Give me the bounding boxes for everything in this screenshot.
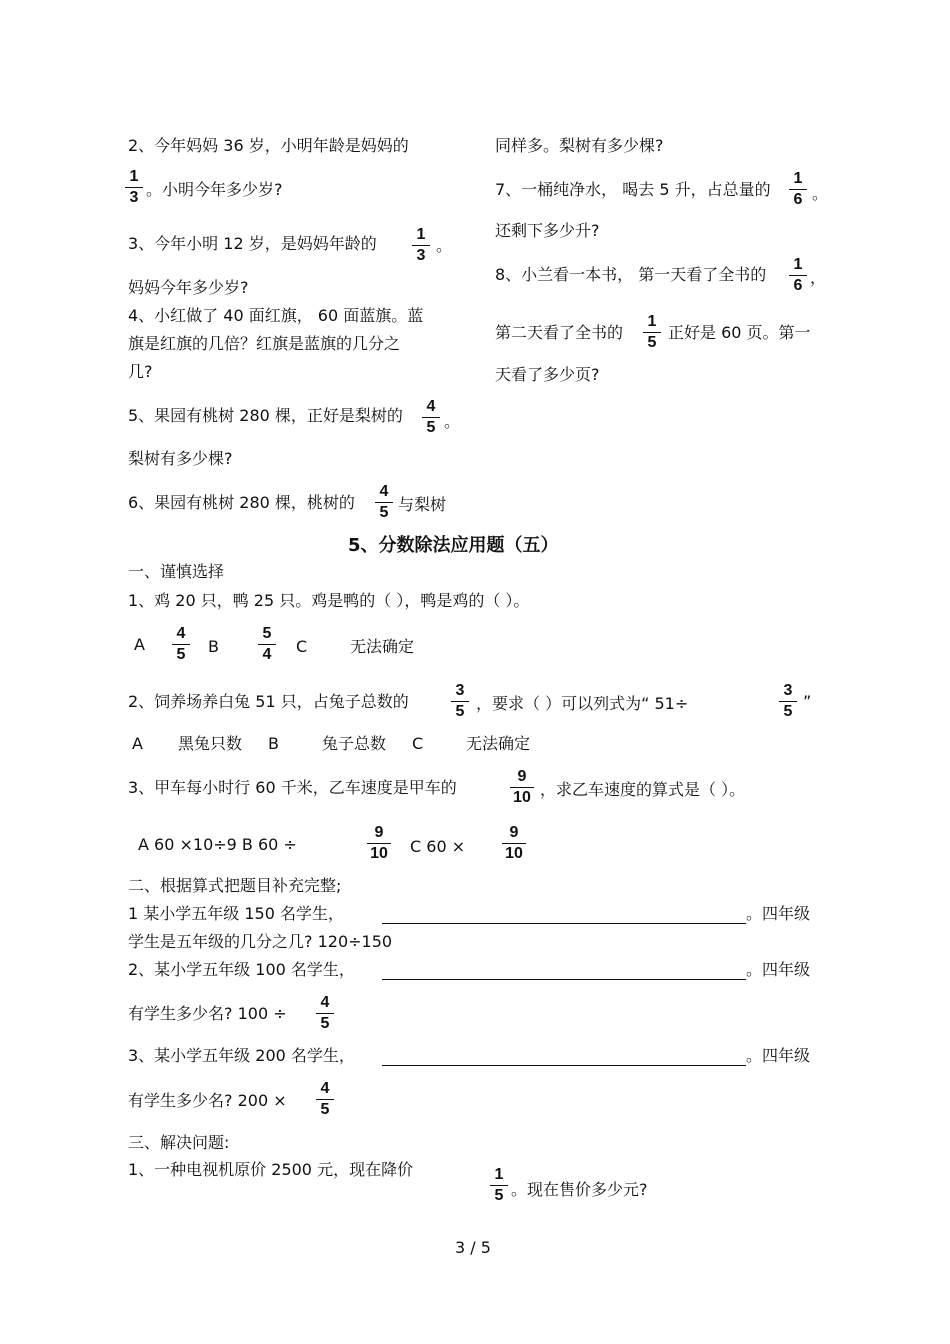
- option-b-label: B: [268, 734, 279, 753]
- problem-7-line-1: 7、一桶纯净水， 喝去 5 升，占总量的: [495, 180, 771, 199]
- question-1: 1、鸡 20 只，鸭 25 只。鸡是鸭的（ ），鸭是鸡的（ ）。: [128, 591, 530, 610]
- fraction-3-5: 3 5: [777, 682, 799, 721]
- sentence-1-start: 1 某小学五年级 150 名学生，: [128, 904, 344, 923]
- fraction-1-5: 1 5: [641, 313, 663, 352]
- problem-5-line-1: 5、果园有桃树 280 棵，正好是梨树的: [128, 406, 403, 425]
- sentence-3-line-2: 有学生多少名? 200 ×: [128, 1091, 287, 1110]
- problem-3-tail: 。: [436, 236, 453, 255]
- sentence-1-line-2: 学生是五年级的几分之几? 120÷150: [128, 932, 393, 951]
- fraction-9-10: 9 10: [365, 824, 393, 863]
- sentence-2-line-2: 有学生多少名? 100 ÷: [128, 1004, 287, 1023]
- problem-5-tail: 。: [444, 412, 461, 431]
- fraction-9-10: 9 10: [508, 768, 536, 807]
- fraction-3-5: 3 5: [449, 682, 471, 721]
- option-b-text: 兔子总数: [322, 734, 387, 753]
- problem-4-line-3: 几?: [128, 362, 153, 381]
- answer-blank-1[interactable]: [382, 923, 746, 924]
- fraction-1-5: 1 5: [488, 1166, 510, 1205]
- option-c-label: C: [296, 637, 308, 656]
- problem-5-line-2: 梨树有多少棵?: [128, 449, 233, 468]
- option-a-label: A: [134, 635, 145, 654]
- fraction-1-3: 1 3: [123, 168, 145, 207]
- sentence-3-end: 。四年级: [746, 1046, 811, 1065]
- fraction-9-10: 9 10: [500, 824, 528, 863]
- fraction-1-6: 1 6: [787, 256, 809, 295]
- answer-blank-2[interactable]: [382, 979, 746, 980]
- problem-6-continued: 同样多。梨树有多少棵?: [495, 136, 664, 155]
- sentence-2-end: 。四年级: [746, 960, 811, 979]
- problem-8-tail: ，: [810, 268, 827, 287]
- problem-3-line-2: 妈妈今年多少岁?: [128, 278, 249, 297]
- fraction-1-6: 1 6: [787, 170, 809, 209]
- section-title: 5、分数除法应用题（五）: [348, 535, 559, 556]
- problem-8-line-2a: 第二天看了全书的: [495, 323, 624, 342]
- problem-7-line-2: 还剩下多少升?: [495, 221, 600, 240]
- problem-6-tail: 与梨树: [398, 495, 447, 514]
- problem-1-line-1: 1、一种电视机原价 2500 元，现在降价: [128, 1160, 414, 1179]
- option-c-text: 无法确定: [466, 734, 531, 753]
- option-b-label: B: [208, 637, 219, 656]
- question-2-part-b: ，要求（ ）可以列式为“ 51÷: [476, 694, 689, 713]
- part-1-heading: 一、谨慎选择: [128, 562, 225, 581]
- problem-7-tail: 。: [812, 184, 829, 203]
- problem-6-line-1: 6、果园有桃树 280 棵，桃树的: [128, 493, 355, 512]
- question-2-part-a: 2、饲养场养白兔 51 只，占兔子总数的: [128, 692, 409, 711]
- problem-4-line-1: 4、小红做了 40 面红旗， 60 面蓝旗。蓝: [128, 306, 424, 325]
- problem-1-tail: 。现在售价多少元?: [511, 1180, 648, 1199]
- option-c-text: 无法确定: [350, 637, 415, 656]
- option-c-label: C: [412, 734, 424, 753]
- question-3-options-ab: A 60 ×10÷9 B 60 ÷: [138, 835, 297, 854]
- sentence-1-end: 。四年级: [746, 904, 811, 923]
- problem-8-line-1: 8、小兰看一本书， 第一天看了全书的: [495, 265, 767, 284]
- sentence-2-start: 2、某小学五年级 100 名学生，: [128, 960, 355, 979]
- fraction-5-4: 5 4: [256, 625, 278, 664]
- fraction-4-5: 4 5: [314, 1080, 336, 1119]
- question-2-part-c: ”: [803, 692, 812, 711]
- fraction-4-5: 4 5: [314, 994, 336, 1033]
- problem-2-line-2: 。小明今年多少岁?: [146, 180, 283, 199]
- option-a-text: 黑兔只数: [178, 734, 243, 753]
- answer-blank-3[interactable]: [382, 1065, 746, 1066]
- problem-8-line-3: 天看了多少页?: [495, 365, 600, 384]
- fraction-4-5: 4 5: [170, 625, 192, 664]
- part-2-heading: 二、根据算式把题目补充完整;: [128, 876, 342, 895]
- problem-2-line-1: 2、今年妈妈 36 岁，小明年龄是妈妈的: [128, 136, 409, 155]
- question-3-part-b: ，求乙车速度的算式是（ ）。: [540, 780, 746, 799]
- part-3-heading: 三、解决问题:: [128, 1133, 230, 1152]
- option-a-label: A: [132, 734, 143, 753]
- problem-3-line-1: 3、今年小明 12 岁，是妈妈年龄的: [128, 234, 377, 253]
- problem-8-line-2b: 正好是 60 页。第一: [668, 323, 811, 342]
- fraction-4-5: 4 5: [420, 398, 442, 437]
- question-3-part-a: 3、甲车每小时行 60 千米，乙车速度是甲车的: [128, 778, 457, 797]
- fraction-1-3: 1 3: [410, 226, 432, 265]
- question-3-option-c: C 60 ×: [410, 837, 466, 856]
- page-number: 3 / 5: [455, 1238, 491, 1257]
- problem-4-line-2: 旗是红旗的几倍？红旗是蓝旗的几分之: [128, 334, 401, 353]
- fraction-4-5: 4 5: [373, 483, 395, 522]
- sentence-3-start: 3、某小学五年级 200 名学生，: [128, 1046, 355, 1065]
